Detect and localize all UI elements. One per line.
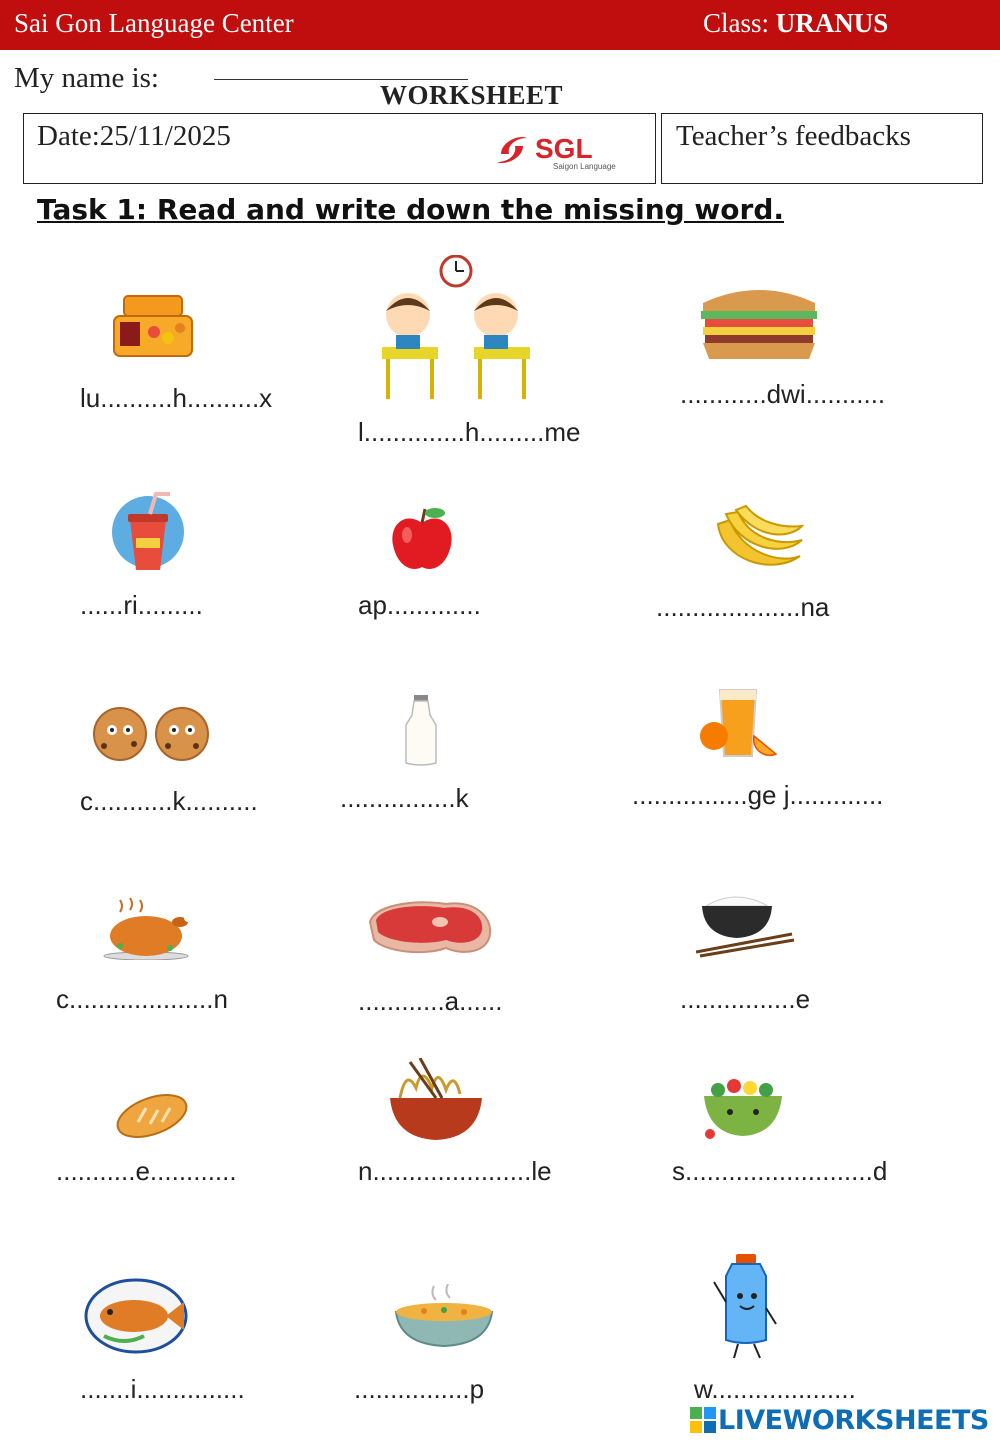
chicken-icon: [100, 896, 192, 960]
prompt-chicken: c....................n: [56, 984, 228, 1014]
sgl-logo: [493, 128, 638, 172]
prompt-meat: ............a......: [358, 986, 503, 1016]
prompt-fish: .......i...............: [80, 1374, 245, 1404]
drink-icon: [110, 490, 188, 574]
lunchbox-icon: [110, 290, 196, 362]
prompt-drink: ......ri.........: [80, 590, 203, 620]
lunchtime-icon: [378, 255, 538, 405]
banana-icon: [712, 504, 804, 578]
milk-icon: [404, 693, 438, 767]
cookie-icon: [90, 706, 212, 762]
prompt-bread: ...........e............: [56, 1156, 237, 1186]
prompt-banana: ....................na: [656, 592, 830, 622]
logo-subtext: Saigon Language: [553, 162, 616, 171]
logo-text: SGL: [535, 133, 593, 164]
prompt-salad: s..........................d: [672, 1156, 888, 1186]
liveworksheets-logo-icon: [690, 1407, 716, 1433]
feedback-label: Teacher’s feedbacks: [676, 120, 911, 152]
rice-icon: [696, 888, 796, 958]
prompt-rice: ................e: [680, 984, 811, 1014]
worksheet-title: WORKSHEET: [380, 80, 564, 110]
prompt-milk: ................k: [340, 783, 469, 813]
prompt-apple: ap.............: [358, 590, 481, 620]
prompt-cookie: c...........k..........: [80, 786, 258, 816]
task-title: Task 1: Read and write down the missing word.: [37, 193, 785, 226]
class-label: Class:: [703, 8, 770, 38]
header-bar: [0, 0, 1000, 50]
prompt-soup: ................p: [354, 1374, 485, 1404]
class-value: URANUS: [775, 8, 889, 38]
watermark: LIVEWORKSHEETS: [718, 1405, 989, 1436]
salad-icon: [700, 1072, 786, 1142]
prompt-water: w....................: [694, 1374, 856, 1404]
noodle-icon: [386, 1058, 486, 1142]
center-name: Sai Gon Language Center: [14, 8, 294, 38]
date-text: Date:25/11/2025: [37, 120, 231, 152]
water-icon: [712, 1252, 778, 1362]
prompt-noodle: n......................le: [358, 1156, 552, 1186]
prompt-sandwich: ............dwi...........: [680, 379, 886, 409]
bread-icon: [114, 1092, 190, 1140]
soup-icon: [394, 1284, 494, 1348]
prompt-orange-juice: ................ge j.............: [632, 780, 884, 810]
sandwich-icon: [697, 283, 821, 363]
orange-juice-icon: [698, 688, 778, 760]
name-label: My name is:: [14, 62, 159, 94]
fish-icon: [84, 1272, 188, 1356]
meat-icon: [366, 898, 494, 956]
prompt-lunchbox: lu..........h..........x: [80, 383, 273, 413]
apple-icon: [387, 505, 457, 575]
prompt-lunchtime: l..............h.........me: [358, 417, 581, 447]
class-info: [703, 8, 888, 39]
feedback-box: [661, 113, 983, 184]
